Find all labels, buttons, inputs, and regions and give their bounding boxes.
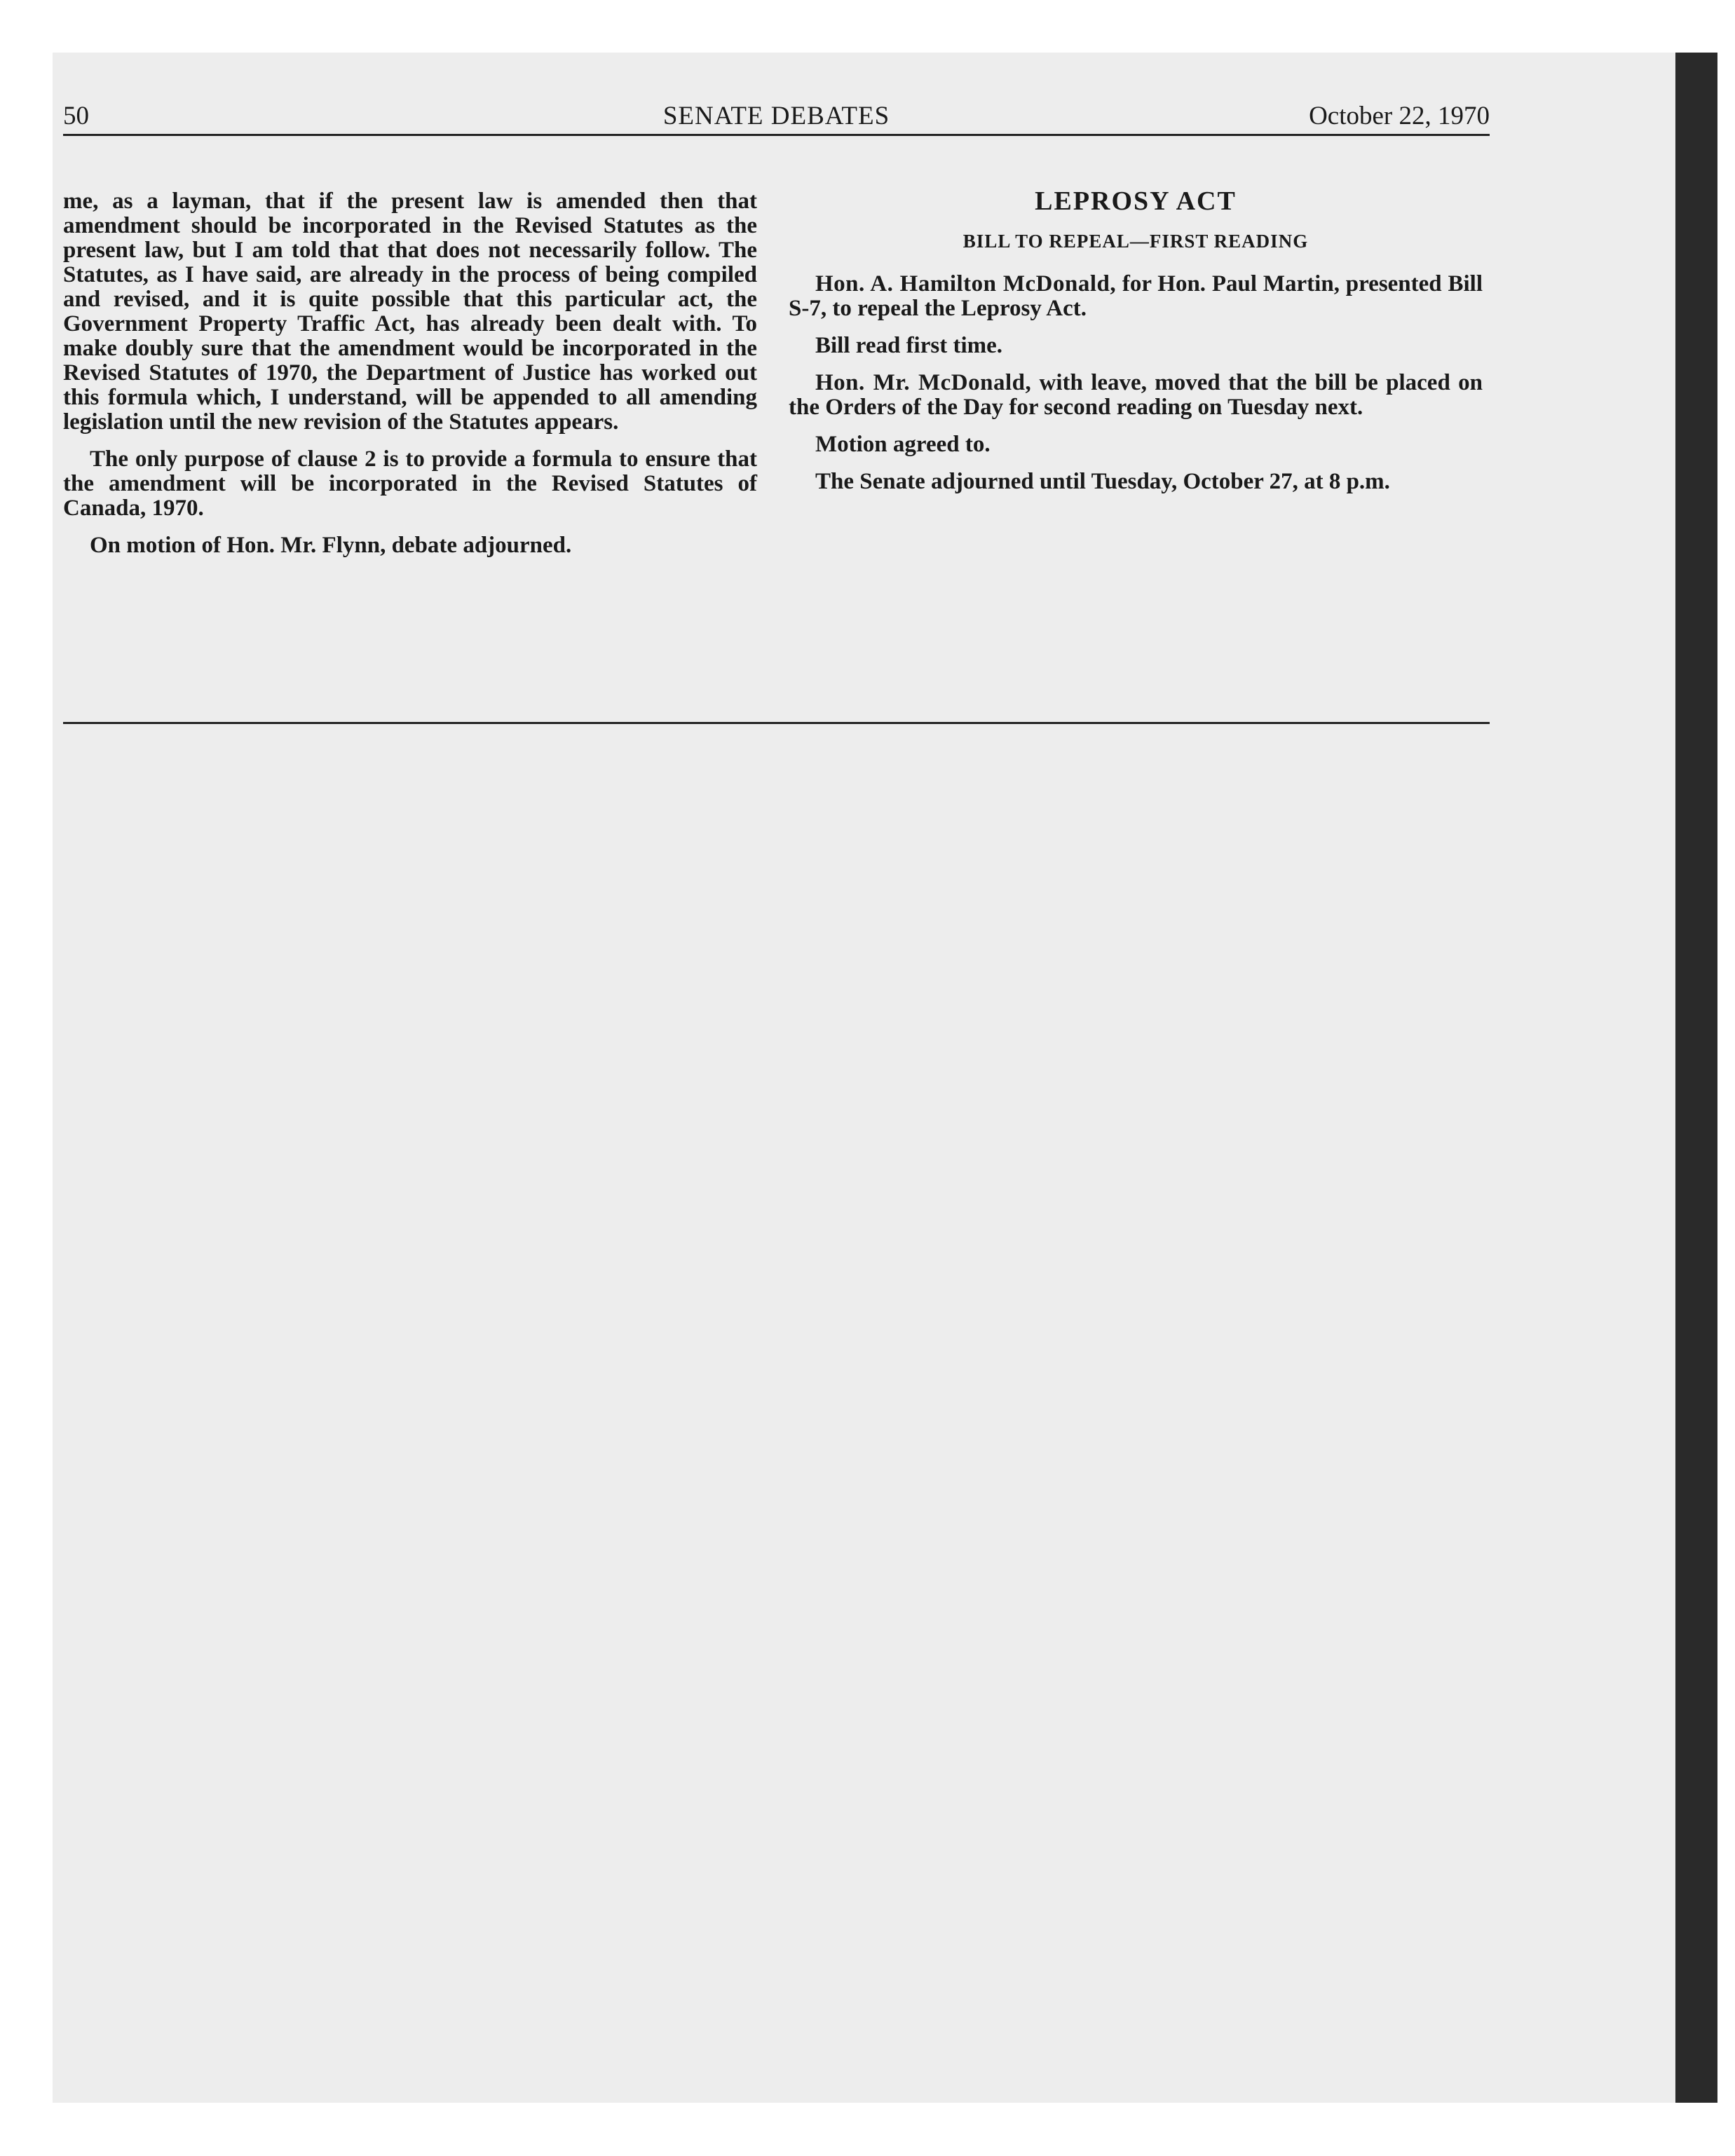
left-column	[63, 189, 757, 571]
paragraph-continuation: me, as a layman, that if the present law is amended then that amendment should be incorporated in the Revised Statutes as the present law, but I am told that that does not necessarily follow. The Statutes, as I have said, are already in the process of being compiled and revised, and it is quite possible that this particular act, the Government Property Traffic Act, has already been dealt with. To make doubly sure that the amendment would be incorporated in the Revised Statutes of 1970, the Department of Justice has worked out this formula which, I understand, will be appended to all amending legislation until the new revision of the Statutes appears.	[63, 189, 757, 435]
issue-date: October 22, 1970	[1309, 102, 1490, 130]
scan-edge-shadow	[1675, 53, 1717, 2103]
paragraph-bill-presented	[789, 272, 1483, 321]
paragraph-first-reading: Bill read first time.	[815, 333, 1002, 358]
speaker-name: Hon. A. Hamilton McDonald,	[815, 271, 1117, 296]
page-header	[63, 95, 1490, 136]
section-subheading: BILL TO REPEAL—FIRST READING	[962, 231, 1309, 252]
paragraph-motion	[789, 371, 1483, 420]
page-number: 50	[63, 102, 89, 130]
paragraph-text: with leave, moved that the bill be placed on the Orders of the Day for second reading on Tuesday next.	[789, 370, 1483, 420]
paragraph-motion-agreed: Motion agreed to.	[815, 432, 991, 457]
speaker-name: Hon. Mr. McDonald,	[815, 370, 1032, 395]
paragraph-motion-adjourned: On motion of Hon. Mr. Flynn, debate adjourned.	[90, 533, 572, 558]
paragraph-senate-adjourned: The Senate adjourned until Tuesday, October 27, at 8 p.m.	[815, 469, 1390, 494]
running-title: SENATE DEBATES	[662, 102, 890, 130]
paragraph-text: for Hon. Paul Martin, presented Bill S-7, to repeal the Leprosy Act.	[789, 271, 1483, 321]
right-column	[789, 186, 1483, 507]
section-heading: LEPROSY ACT	[1035, 186, 1237, 216]
section-divider	[63, 722, 1490, 724]
paragraph-clause-two: The only purpose of clause 2 is to provide a formula to ensure that the amendment will be incorporated in the Revised Statutes of Canada, 1970.	[63, 446, 757, 521]
